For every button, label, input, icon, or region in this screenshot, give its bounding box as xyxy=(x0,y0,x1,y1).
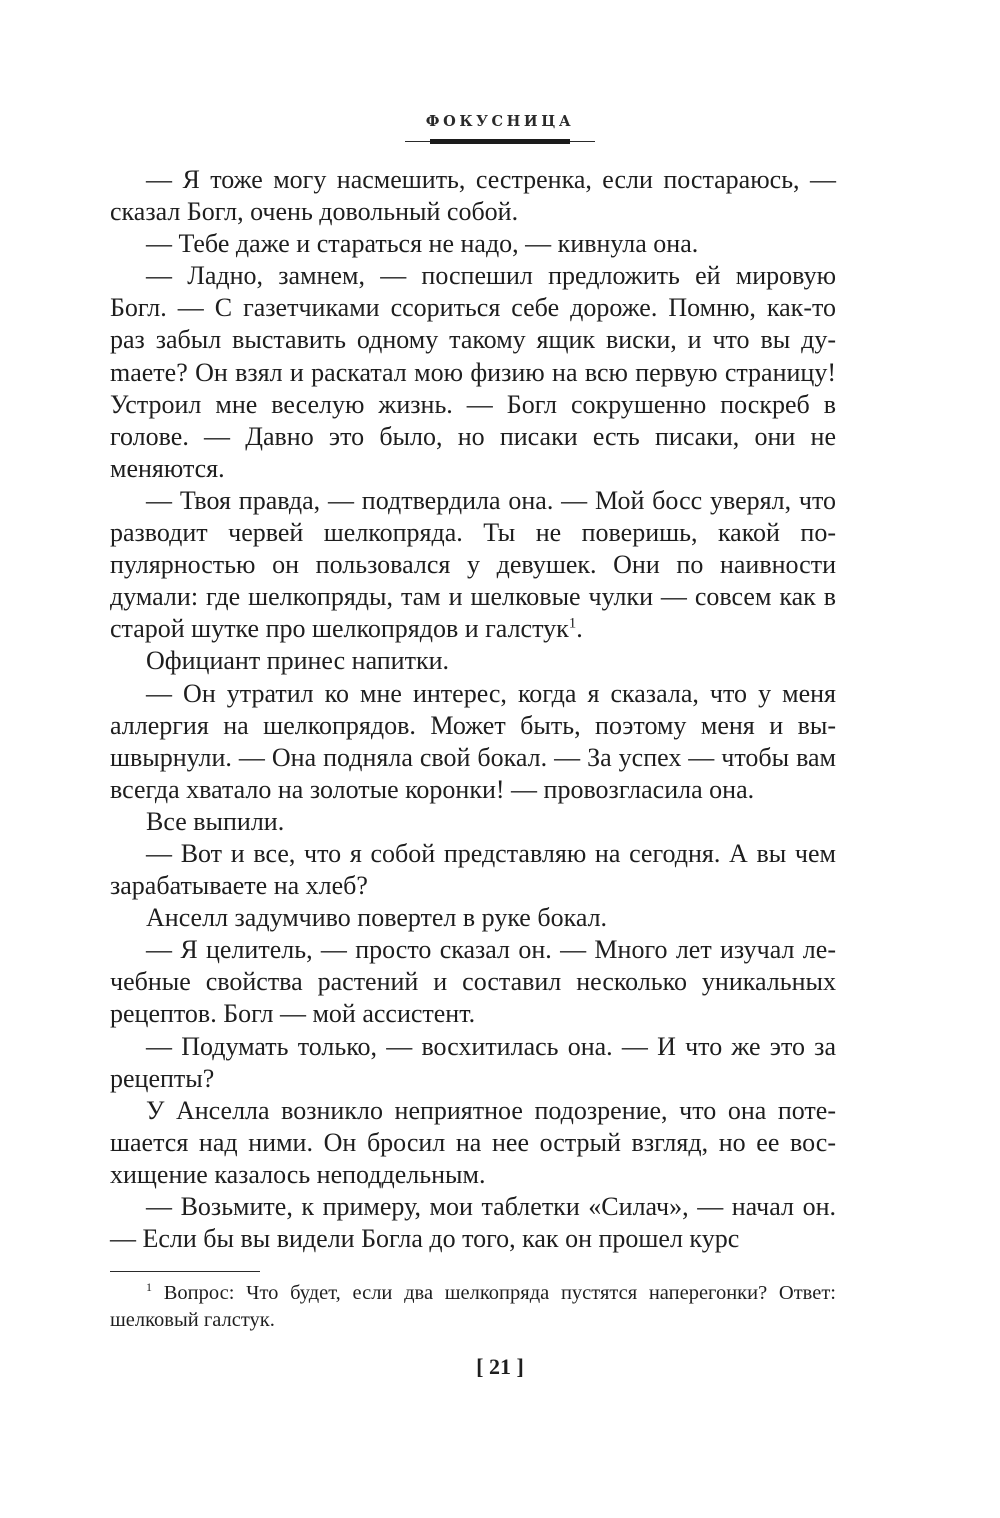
paragraph-with-footnote xyxy=(110,485,836,645)
header-rule xyxy=(405,141,595,142)
running-title: ФОКУСНИЦА xyxy=(425,113,575,130)
body-text xyxy=(110,164,836,1255)
footnotes xyxy=(110,1280,836,1334)
paragraph: Официант принес напитки. xyxy=(146,646,449,676)
paragraph: — Ладно, замнем, — поспешил предложить ей мировую Богл. — С газетчиками ссориться себе дороже. Помню, как-то раз забыл выставить одному такому ящик виски, и что вы дуmаете? Он взял и раскатал мою физию на всю первую страницу! Устроил мне веселую жизнь. — Богл сокрушенно поскреб в голове. — Давно это было, но писаки есть писаки, они не меняются. xyxy=(110,261,836,483)
footnote xyxy=(110,1280,836,1334)
paragraph-trailing-period: . xyxy=(576,614,583,644)
paragraph: — Я целитель, — просто сказал он. — Много лет изучал лечебные свойства растений и составил несколько уникальных рецептов. Богл — мой ассистент. xyxy=(110,935,836,1029)
paragraph: — Тебе даже и стараться не надо, — кивнула она. xyxy=(146,229,699,259)
paragraph: У Анселла возникло неприятное подозрение, что она потешается над ними. Он бросил на нее острый взгляд, но ее восхищение казалось неподдельным. xyxy=(110,1095,836,1189)
page-number: [ 21 ] xyxy=(476,1354,524,1379)
paragraph: — Он утратил ко мне интерес, когда я сказала, что у меня аллергия на шелкопрядов. Может быть, поэтому меня и вышвырнули. — Она подняла свой бокал. — За успех — чтобы вам всегда хватало на золотые коронки! — провозгласила она. xyxy=(110,678,836,804)
footnote-reference[interactable]: 1 xyxy=(568,615,577,632)
paragraph: — Я тоже могу насмешить, сестренка, если постараюсь, — сказал Богл, очень довольный собой. xyxy=(110,165,836,227)
paragraph: Все выпили. xyxy=(146,806,285,836)
paragraph-text: — Твоя правда, — подтвердила она. — Мой босс уверял, что разводит червей шелкопряда. Ты не поверишь, какой популярностью он пользовался у девушек. Они по наивности думали: где шелкопряды, там и шелковые чулки — совсем как в старой шутке про шелкопрядов и галстук xyxy=(110,485,836,644)
footnote-text: Вопрос: Что будет, если два шелкопряда пустятся наперегонки? Ответ: шелковый галстук. xyxy=(110,1282,836,1331)
footnote-marker: 1 xyxy=(146,1280,152,1295)
paragraph: — Вот и все, что я собой представляю на сегодня. А вы чем зарабатываете на хлеб? xyxy=(110,838,836,901)
paragraph: Анселл задумчиво повертел в руке бокал. xyxy=(146,903,608,933)
footnote-divider xyxy=(110,1271,260,1272)
paragraph: — Возьмите, к примеру, мои таблетки «Силач», — начал он. — Если бы вы видели Богла до того, как он прошел курс xyxy=(110,1192,836,1254)
paragraph: — Подумать только, — восхитилась она. — И что же это за рецепты? xyxy=(110,1031,836,1093)
running-header xyxy=(0,113,1000,142)
